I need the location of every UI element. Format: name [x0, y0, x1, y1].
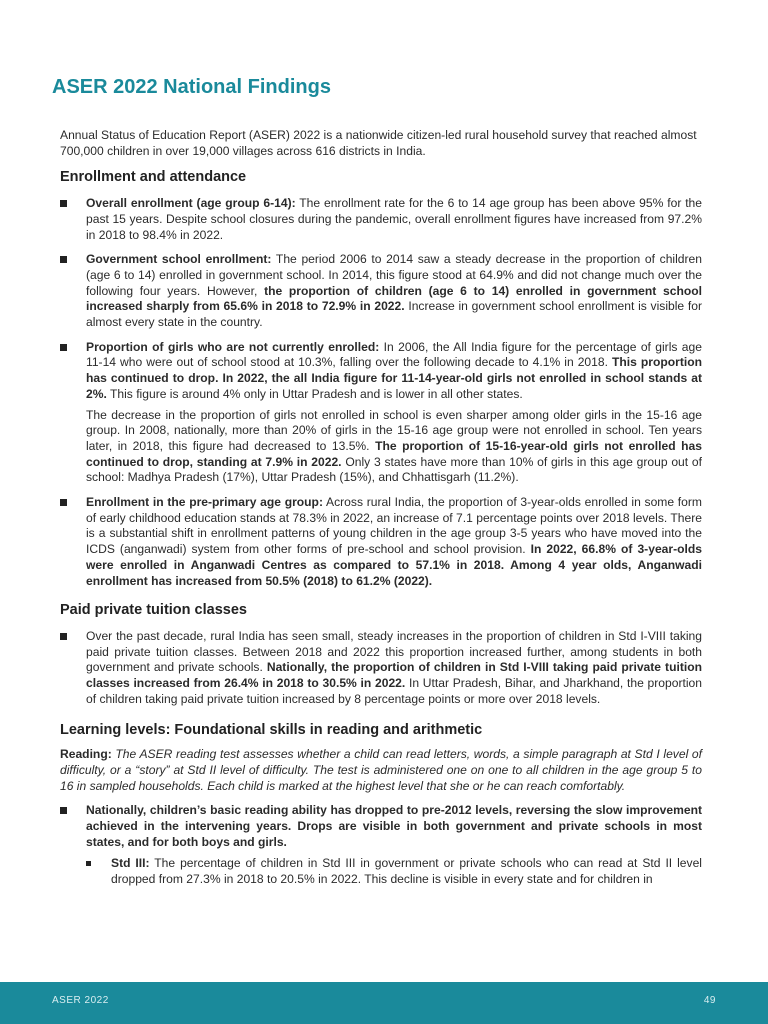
intro-paragraph: Annual Status of Education Report (ASER) 2022 is a nationwide citizen-led rural household survey that reached almost 700,000 children in over 19,000 villages across 616 districts in India.	[60, 128, 697, 158]
page-number: 49	[703, 995, 716, 1006]
bullet-text: The period 2006 to 2014 saw a steady decrease in the proportion of children (age 6 to 14) enrolled in government school. In 2014, this figure stood at 64.9% and did not change much over the following four years. However,	[86, 252, 702, 298]
section-heading-learning: Learning levels: Foundational skills in reading and arithmetic	[60, 721, 483, 738]
bullet-label: Enrollment in the pre-primary age group:	[86, 495, 323, 510]
bullet-text: Increase in government school enrollment is visible for almost every state in the country.	[86, 299, 702, 330]
bullet-text: In Uttar Pradesh, Bihar, and Jharkhand, the proportion of children taking paid private tuition increased by 8 percentage points or more over 2018 levels.	[86, 676, 702, 706]
bullet-highlight: Nationally, the proportion of children in Std I-VIII taking paid private tuition classes increased from 26.4% in 2018 to 30.5% in 2022.	[86, 660, 702, 691]
list-item	[60, 629, 702, 708]
page-footer	[0, 982, 768, 1024]
reading-paragraph	[60, 747, 702, 794]
list-item	[60, 252, 702, 331]
bullet-label: Proportion of girls who are not currently enrolled:	[86, 339, 380, 354]
section-heading-enrollment: Enrollment and attendance	[60, 169, 247, 186]
list-item	[60, 340, 702, 486]
bullet-text: Across rural India, the proportion of 3-year-olds enrolled in some form of early childhood education stands at 78.3% in 2022, an increase of 7.1 percentage points over 2018 levels. There is a substantial shift in enrollment patterns of young children in the age group 3-5 years who have moved into the ICDS (anganwadi) system from other forms of pre-school and school provision.	[86, 495, 702, 557]
bullet-text: Over the past decade, rural India has seen small, steady increases in the proportion of children in Std I-VIII taking paid private tuition classes. Between 2018 and 2022 this proportion increased further, among students in both government and private schools.	[86, 628, 702, 675]
sub-list	[86, 856, 702, 887]
bullet-text: This figure is around 4% only in Uttar Pradesh and is lower in all other states.	[106, 386, 523, 401]
bullet-highlight: The proportion of 15-16-year-old girls not enrolled has continued to drop, standing at 7.9% in 2022.	[86, 438, 702, 469]
bullet-label: Government school enrollment:	[86, 252, 272, 267]
list-item	[60, 495, 702, 589]
reading-label: Reading:	[60, 747, 112, 762]
page-content	[60, 128, 702, 897]
bullet-text: Only 3 states have more than 10% of girls in this age group out of school: Madhya Pradesh (17%), Uttar Pradesh (15%), and Chhattisgarh (11.2%).	[86, 454, 702, 485]
bullet-text: The decrease in the proportion of girls not enrolled in school is even sharper among older girls in the 15-16 age group. In 2008, nationally, more than 20% of girls in the 15-16 age group were not enrolled in school. Ten years later, in 2018, this figure had decreased to 13.5%.	[86, 407, 702, 453]
enrollment-list	[60, 196, 702, 589]
list-item	[60, 803, 702, 888]
bullet-highlight: This proportion has continued to drop. In 2022, the all India figure for 11-14-year-old girls not enrolled in school stands at 2%.	[86, 355, 702, 401]
list-item	[60, 196, 702, 243]
footer-report-name: ASER 2022	[52, 995, 109, 1006]
bullet-highlight: the proportion of children (age 6 to 14) enrolled in government school increased sharply from 65.6% in 2018 to 72.9% in 2022.	[86, 283, 702, 314]
bullet-highlight: In 2022, 66.8% of 3-year-olds were enrolled in Anganwadi Centres as compared to 57.1% in 2018. Among 4 year olds, Anganwadi enrollment has increased from 50.5% (2018) to 61.2% (2022).	[86, 542, 702, 588]
bullet-highlight: Nationally, children’s basic reading ability has dropped to pre-2012 levels, reversing the slow improvement achieved in the intervening years. Drops are visible in both government and private schools in most states, and for both boys and girls.	[86, 803, 702, 849]
section-heading-tuition: Paid private tuition classes	[60, 602, 247, 619]
learning-list	[60, 803, 702, 888]
page-title: ASER 2022 National Findings	[52, 76, 331, 98]
tuition-list	[60, 629, 702, 708]
bullet-text: The enrollment rate for the 6 to 14 age group has been above 95% for the past 15 years. Despite school closures during the pandemic, overall enrollment figures have increased from 97.2% in 2018 to 98.4% in 2022.	[86, 196, 703, 242]
sub-list-item	[86, 856, 702, 887]
sub-bullet-text: The percentage of children in Std III in government or private schools who can read at Std II level dropped from 27.3% in 2018 to 20.5% in 2022. This decline is visible in every state and for children in	[111, 856, 702, 887]
reading-text: The ASER reading test assesses whether a child can read letters, words, a simple paragraph at Std I level of difficulty, or a “story” at Std II level of difficulty. The test is administered one on one to all children in the age group 5 to 16 in sampled households. Each child is marked at the highest level that she or he can reach comfortably.	[60, 747, 702, 793]
bullet-text: In 2006, the All India figure for the percentage of girls age 11-14 who were out of school stood at 10.3%, falling over the following decade to 4.1% in 2018.	[86, 339, 702, 370]
sub-bullet-label: Std III:	[111, 856, 150, 871]
bullet-label: Overall enrollment (age group 6-14):	[86, 196, 296, 211]
